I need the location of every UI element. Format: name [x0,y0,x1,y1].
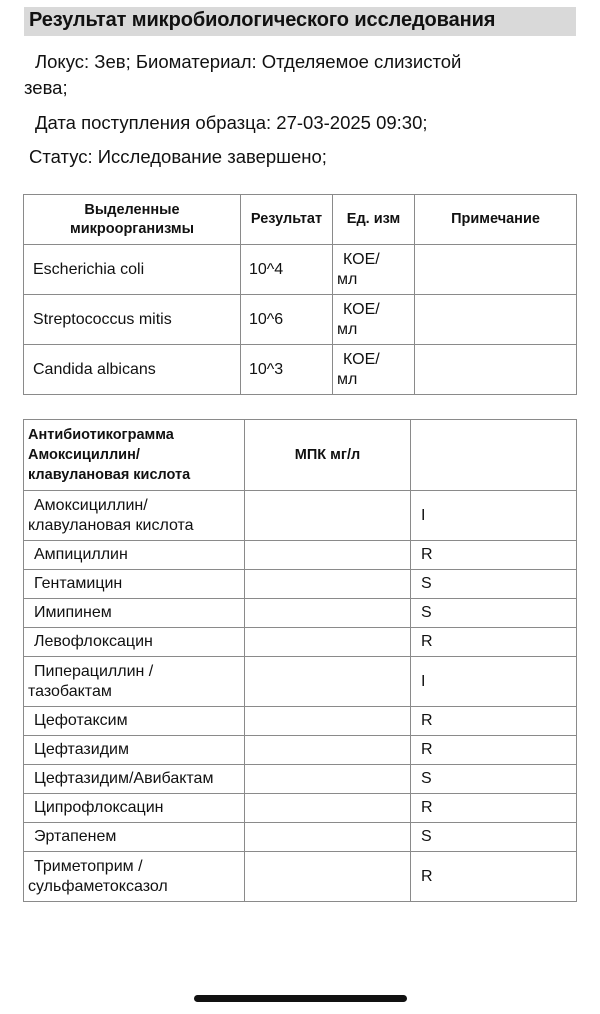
organism-unit [333,245,415,295]
sensitivity-value: S [411,570,577,599]
antibiotic-name-line-1: Амоксициллин/ [34,496,148,514]
antibiotic-name [24,491,245,541]
unit-line-2: мл [337,320,358,338]
antibiotic-name-line-1: Имипинем [34,604,112,621]
mic-value [245,823,411,852]
antibiogram-row [24,823,577,852]
report-title-bar [24,7,576,36]
mic-value [245,794,411,823]
organisms-table-header [24,195,577,245]
organism-note [415,295,577,345]
antibiogram-row [24,657,577,707]
organism-name: Streptococcus mitis [24,295,241,345]
mic-value [245,707,411,736]
sensitivity-value: R [411,852,577,902]
header-mic: МПК мг/л [245,420,411,491]
organism-result: 10^6 [241,295,333,345]
header-organisms-line-2: микроорганизмы [69,220,195,237]
antibiotic-name-line-1: Ципрофлоксацин [34,799,164,816]
header-note: Примечание [415,195,577,245]
unit-line-1: КОЕ/ [343,350,380,368]
antibiotic-name-line-1: Триметоприм / [34,857,143,875]
mic-value [245,599,411,628]
antibiotic-name [24,599,245,628]
header-antibiotic-line-2: Амоксициллин/ [28,447,140,463]
antibiotic-name-line-2: сульфаметоксазол [28,877,168,895]
sensitivity-value: I [411,491,577,541]
antibiotic-name [24,823,245,852]
organism-row [24,295,577,345]
header-antibiotic-line-1: Антибиотикограмма [28,427,174,443]
organism-result: 10^4 [241,245,333,295]
sensitivity-value: S [411,599,577,628]
mic-value [245,765,411,794]
organism-unit [333,295,415,345]
organism-unit [333,345,415,395]
header-sensitivity [411,420,577,491]
antibiogram-table [23,419,577,902]
mic-value [245,541,411,570]
locus-line-1: Локус: Зев; Биоматериал: Отделяемое слизистой [35,51,462,72]
mic-value [245,852,411,902]
antibiogram-row [24,707,577,736]
antibiotic-name-line-1: Гентамицин [34,575,123,592]
antibiotic-name-line-1: Цефтазидим/Авибактам [34,770,214,787]
organisms-table [23,194,577,395]
header-result: Результат [241,195,333,245]
organism-row [24,245,577,295]
antibiotic-name [24,765,245,794]
sensitivity-value: I [411,657,577,707]
locus-line-2: зева; [24,77,68,98]
antibiotic-name [24,541,245,570]
antibiogram-row [24,491,577,541]
unit-line-1: КОЕ/ [343,300,380,318]
antibiotic-name [24,570,245,599]
report-title: Результат микробиологического исследования [29,9,496,31]
status-line: Статус: Исследование завершено; [29,146,327,167]
unit-line-2: мл [337,270,358,288]
antibiotic-name-line-1: Левофлоксацин [34,633,153,650]
received-date-line: Дата поступления образца: 27-03-2025 09:30; [35,112,428,133]
mic-value [245,491,411,541]
sensitivity-value: R [411,541,577,570]
sensitivity-value: S [411,823,577,852]
antibiotic-name-line-1: Эртапенем [34,828,117,845]
antibiotic-name-line-2: тазобактам [28,682,112,700]
antibiogram-table-header [24,420,577,491]
organism-name: Escherichia coli [24,245,241,295]
header-organisms-line-1: Выделенные [84,201,180,218]
home-indicator[interactable] [194,995,407,1002]
header-unit: Ед. изм [333,195,415,245]
organism-note [415,345,577,395]
antibiogram-row [24,541,577,570]
antibiotic-name-line-1: Цефтазидим [34,741,129,758]
header-antibiotic-line-3: клавулановая кислота [28,467,191,483]
antibiotic-name [24,852,245,902]
mic-value [245,736,411,765]
antibiogram-row [24,736,577,765]
antibiotic-name-line-2: клавулановая кислота [28,516,194,534]
unit-line-2: мл [337,370,358,388]
antibiogram-row [24,765,577,794]
antibiotic-name [24,736,245,765]
header-organisms [24,195,241,245]
header-antibiotic [24,420,245,491]
sensitivity-value: R [411,736,577,765]
antibiotic-name-line-1: Ампициллин [34,546,128,563]
organism-row [24,345,577,395]
mic-value [245,570,411,599]
sensitivity-value: R [411,707,577,736]
antibiotic-name [24,707,245,736]
sensitivity-value: S [411,765,577,794]
antibiogram-row [24,628,577,657]
antibiotic-name-line-1: Цефотаксим [34,712,128,729]
antibiogram-row [24,570,577,599]
sensitivity-value: R [411,628,577,657]
organism-result: 10^3 [241,345,333,395]
antibiotic-name [24,657,245,707]
antibiogram-row [24,794,577,823]
organism-name: Candida albicans [24,345,241,395]
unit-line-1: КОЕ/ [343,250,380,268]
organism-note [415,245,577,295]
antibiotic-name-line-1: Пиперациллин / [34,662,154,680]
antibiotic-name [24,794,245,823]
sensitivity-value: R [411,794,577,823]
antibiotic-name [24,628,245,657]
antibiogram-row [24,852,577,902]
mic-value [245,657,411,707]
antibiogram-row [24,599,577,628]
mic-value [245,628,411,657]
